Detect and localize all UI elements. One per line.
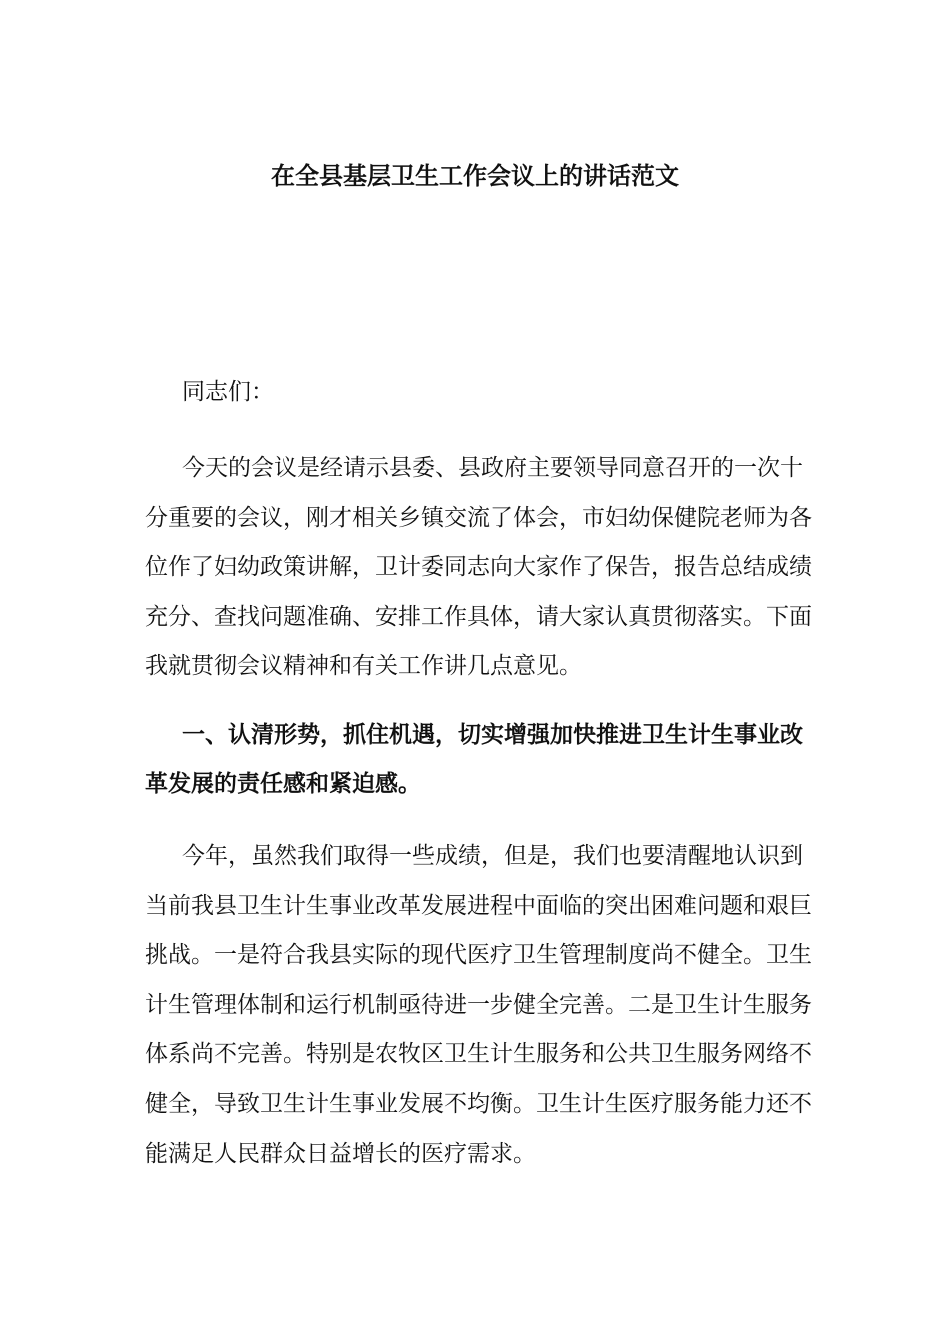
section-heading-1: 一、认清形势，抓住机遇，切实增强加快推进卫生计生事业改革发展的责任感和紧迫感。 — [145, 722, 803, 797]
document-title: 在全县基层卫生工作会议上的讲话范文 — [271, 162, 679, 190]
paragraph-opening: 今天的会议是经请示县委、县政府主要领导同意召开的一次十分重要的会议，刚才相关乡镇交流了体会，市妇幼保健院老师为各位作了妇幼政策讲解，卫计委同志向大家作了保告，报告总结成绩充分、查找问题准确、安排工作具体，请大家认真贯彻落实。下面我就贯彻会议精神和有关工作讲几点意见。 — [145, 455, 812, 680]
paragraph-situation: 今年，虽然我们取得一些成绩，但是，我们也要清醒地认识到当前我县卫生计生事业改革发展进程中面临的突出困难问题和艰巨挑战。一是符合我县实际的现代医疗卫生管理制度尚不健全。卫生计生管理体制和运行机制亟待进一步健全完善。二是卫生计生服务体系尚不完善。特别是农牧区卫生计生服务和公共卫生服务网络不健全，导致卫生计生事业发展不均衡。卫生计生医疗服务能力还不能满足人民群众日益增长的医疗需求。 — [145, 843, 812, 1167]
salutation: 同志们： — [182, 379, 274, 405]
